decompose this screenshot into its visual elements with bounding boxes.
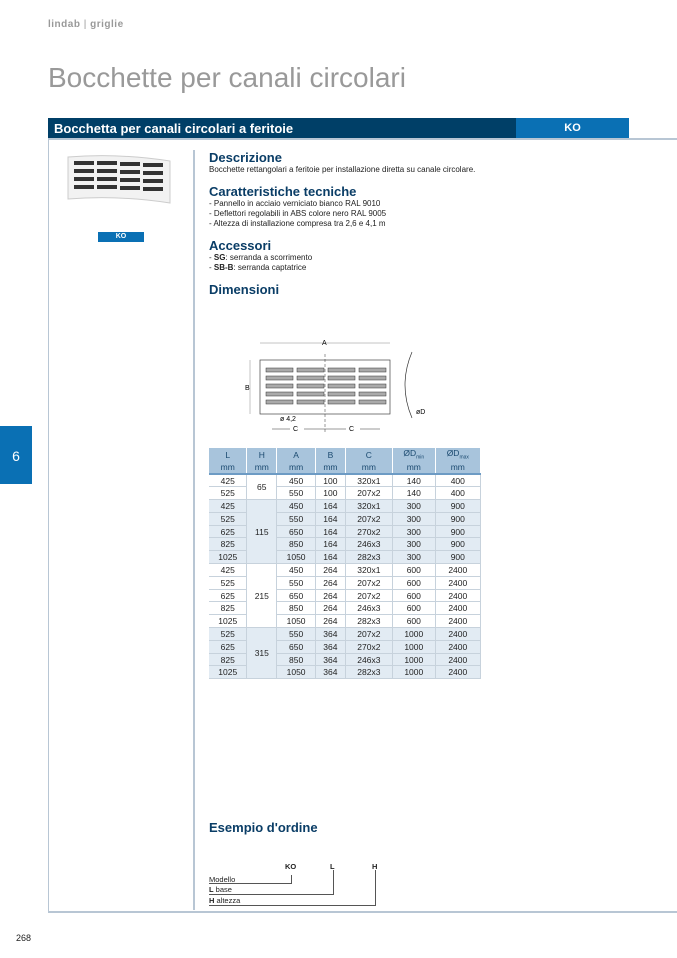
table-cell: 320x1	[345, 500, 392, 513]
table-row	[209, 628, 481, 641]
table-cell: 2400	[435, 653, 480, 666]
descrizione-heading: Descrizione	[209, 150, 282, 165]
cell-l: 625	[209, 640, 247, 653]
table-cell: 2400	[435, 666, 480, 679]
table-cell: 140	[392, 474, 435, 487]
label-diameter: øD	[416, 409, 426, 416]
table-cell: 850	[277, 602, 316, 615]
order-code-l: L	[330, 862, 335, 871]
table-cell: 364	[316, 666, 346, 679]
table-cell: 1000	[392, 628, 435, 641]
table-cell: 1050	[277, 666, 316, 679]
feature-item: - Deflettori regolabili in ABS colore nero RAL 9005	[209, 209, 387, 218]
table-cell: 900	[435, 551, 480, 564]
cell-h: 65	[247, 474, 277, 500]
accessory-text: : serranda captatrice	[233, 263, 307, 272]
table-cell: 164	[316, 512, 346, 525]
table-cell: 400	[435, 487, 480, 500]
cell-l: 425	[209, 474, 247, 487]
table-cell: 2400	[435, 564, 480, 577]
table-cell: 550	[277, 628, 316, 641]
order-example	[209, 860, 409, 910]
unit-header: mm	[392, 461, 435, 474]
product-description	[209, 151, 649, 297]
cell-h: 215	[247, 564, 277, 628]
cell-l: 825	[209, 602, 247, 615]
label-c: C	[349, 426, 355, 433]
page-title: Bocchette per canali circolari	[48, 62, 406, 93]
column-header: C	[345, 448, 392, 461]
table-cell: 900	[435, 512, 480, 525]
cell-l: 825	[209, 538, 247, 551]
accessory-text: : serranda a scorrimento	[225, 253, 313, 262]
page-number: 268	[16, 933, 32, 943]
table-cell: 100	[316, 474, 346, 487]
h-label: altezza	[214, 896, 241, 905]
column-header: A	[277, 448, 316, 461]
table-cell: 246x3	[345, 602, 392, 615]
table-cell: 2400	[435, 602, 480, 615]
unit-header: mm	[247, 461, 277, 474]
accessory-code: SB-B	[213, 263, 234, 272]
table-cell: 264	[316, 602, 346, 615]
l-code: L	[209, 885, 214, 894]
column-header: H	[247, 448, 277, 461]
column-header: B	[316, 448, 346, 461]
cell-h: 315	[247, 628, 277, 679]
unit-header: mm	[345, 461, 392, 474]
cell-l: 525	[209, 512, 247, 525]
feature-item: - Altezza di installazione compresa tra 2,6 e 4,1 m	[209, 219, 386, 228]
table-cell: 207x2	[345, 628, 392, 641]
cell-l: 825	[209, 653, 247, 666]
table-cell: 450	[277, 474, 316, 487]
table-cell: 246x3	[345, 653, 392, 666]
table-cell: 1050	[277, 615, 316, 628]
dimensions-table	[209, 448, 481, 679]
table-row	[209, 564, 481, 577]
table-cell: 2400	[435, 589, 480, 602]
table-cell: 900	[435, 538, 480, 551]
section-name: griglie	[90, 19, 124, 30]
product-title-bar: Bocchetta per canali circolari a feritoie	[48, 118, 516, 138]
table-cell: 100	[316, 487, 346, 500]
table-cell: 2400	[435, 615, 480, 628]
table-cell: 164	[316, 500, 346, 513]
table-cell: 550	[277, 487, 316, 500]
table-cell: 270x2	[345, 525, 392, 538]
table-cell: 600	[392, 615, 435, 628]
h-code: H	[209, 896, 215, 905]
table-cell: 300	[392, 512, 435, 525]
table-cell: 900	[435, 525, 480, 538]
table-cell: 600	[392, 564, 435, 577]
cell-l: 425	[209, 500, 247, 513]
table-cell: 550	[277, 512, 316, 525]
table-cell: 207x2	[345, 512, 392, 525]
order-code-h: H	[372, 862, 378, 871]
table-cell: 1000	[392, 653, 435, 666]
table-cell: 850	[277, 538, 316, 551]
table-cell: 282x3	[345, 615, 392, 628]
table-cell: 270x2	[345, 640, 392, 653]
table-cell: 600	[392, 589, 435, 602]
table-cell: 264	[316, 615, 346, 628]
table-cell: 364	[316, 653, 346, 666]
table-cell: 246x3	[345, 538, 392, 551]
table-cell: 300	[392, 500, 435, 513]
column-header: $ØD_{max}$	[435, 448, 480, 461]
table-cell: 1000	[392, 640, 435, 653]
unit-header: mm	[435, 461, 480, 474]
brand-name: lindab	[48, 19, 81, 30]
table-cell: 400	[435, 474, 480, 487]
table-cell: 140	[392, 487, 435, 500]
label-b: B	[245, 385, 250, 392]
column-header: L	[209, 448, 247, 461]
table-cell: 364	[316, 628, 346, 641]
cell-l: 525	[209, 487, 247, 500]
l-label: base	[213, 885, 232, 894]
table-cell: 300	[392, 538, 435, 551]
table-cell: 450	[277, 500, 316, 513]
unit-header: mm	[316, 461, 346, 474]
accessory-item: - SB-B: serranda captatrice	[209, 263, 307, 272]
table-cell: 207x2	[345, 589, 392, 602]
table-cell: 207x2	[345, 487, 392, 500]
table-cell: 264	[316, 564, 346, 577]
cell-l: 525	[209, 628, 247, 641]
table-cell: 450	[277, 564, 316, 577]
table-cell: 320x1	[345, 564, 392, 577]
table-cell: 364	[316, 640, 346, 653]
dimension-drawing	[240, 330, 440, 440]
table-cell: 850	[277, 653, 316, 666]
table-cell: 264	[316, 576, 346, 589]
h-line	[209, 870, 376, 906]
dimensioni-heading: Dimensioni	[209, 282, 280, 297]
ordine-heading: Esempio d'ordine	[209, 820, 318, 835]
column-header: $ØD_{min}$	[392, 448, 435, 461]
table-cell: 207x2	[345, 576, 392, 589]
table-cell: 164	[316, 525, 346, 538]
table-cell: 1050	[277, 551, 316, 564]
table-cell: 2400	[435, 628, 480, 641]
accessory-item: - SG: serranda a scorrimento	[209, 253, 313, 262]
table-cell: 300	[392, 551, 435, 564]
accessory-code: SG	[213, 253, 226, 262]
table-cell: 282x3	[345, 551, 392, 564]
unit-header: mm	[209, 461, 247, 474]
table-cell: 164	[316, 538, 346, 551]
table-cell: 2400	[435, 576, 480, 589]
table-cell: 164	[316, 551, 346, 564]
modello-label: Modello	[209, 875, 236, 884]
order-code-model: KO	[285, 862, 297, 871]
table-cell: 550	[277, 576, 316, 589]
cell-h: 115	[247, 500, 277, 564]
table-cell: 650	[277, 525, 316, 538]
table-cell: 600	[392, 576, 435, 589]
table-cell: 650	[277, 640, 316, 653]
label-hole: ø 4,2	[280, 416, 296, 423]
table-cell: 300	[392, 525, 435, 538]
descrizione-text: Bocchette rettangolari a feritoie per installazione diretta su canale circolare.	[209, 165, 476, 174]
chapter-tab[interactable]: 6	[0, 426, 32, 484]
table-row	[209, 474, 481, 487]
table-cell: 320x1	[345, 474, 392, 487]
label-a: A	[322, 340, 327, 347]
product-image	[66, 155, 172, 207]
brand-header: lindab | griglie	[48, 19, 124, 30]
table-cell: 600	[392, 602, 435, 615]
cell-l: 1025	[209, 551, 247, 564]
cell-l: 525	[209, 576, 247, 589]
cell-l: 1025	[209, 666, 247, 679]
product-tag: KO	[98, 232, 144, 242]
table-row	[209, 500, 481, 513]
product-code: KO	[516, 118, 629, 138]
table-cell: 264	[316, 589, 346, 602]
accessori-heading: Accessori	[209, 238, 272, 253]
cell-l: 1025	[209, 615, 247, 628]
table-cell: 282x3	[345, 666, 392, 679]
cell-l: 625	[209, 589, 247, 602]
cell-l: 425	[209, 564, 247, 577]
divider	[193, 150, 195, 910]
table-cell: 2400	[435, 640, 480, 653]
table-cell: 650	[277, 589, 316, 602]
caratteristiche-heading: Caratteristiche tecniche	[209, 184, 357, 199]
label-c: C	[293, 426, 299, 433]
table-cell: 1000	[392, 666, 435, 679]
table-cell: 900	[435, 500, 480, 513]
feature-item: - Pannello in acciaio verniciato bianco RAL 9010	[209, 199, 381, 208]
unit-header: mm	[277, 461, 316, 474]
cell-l: 625	[209, 525, 247, 538]
